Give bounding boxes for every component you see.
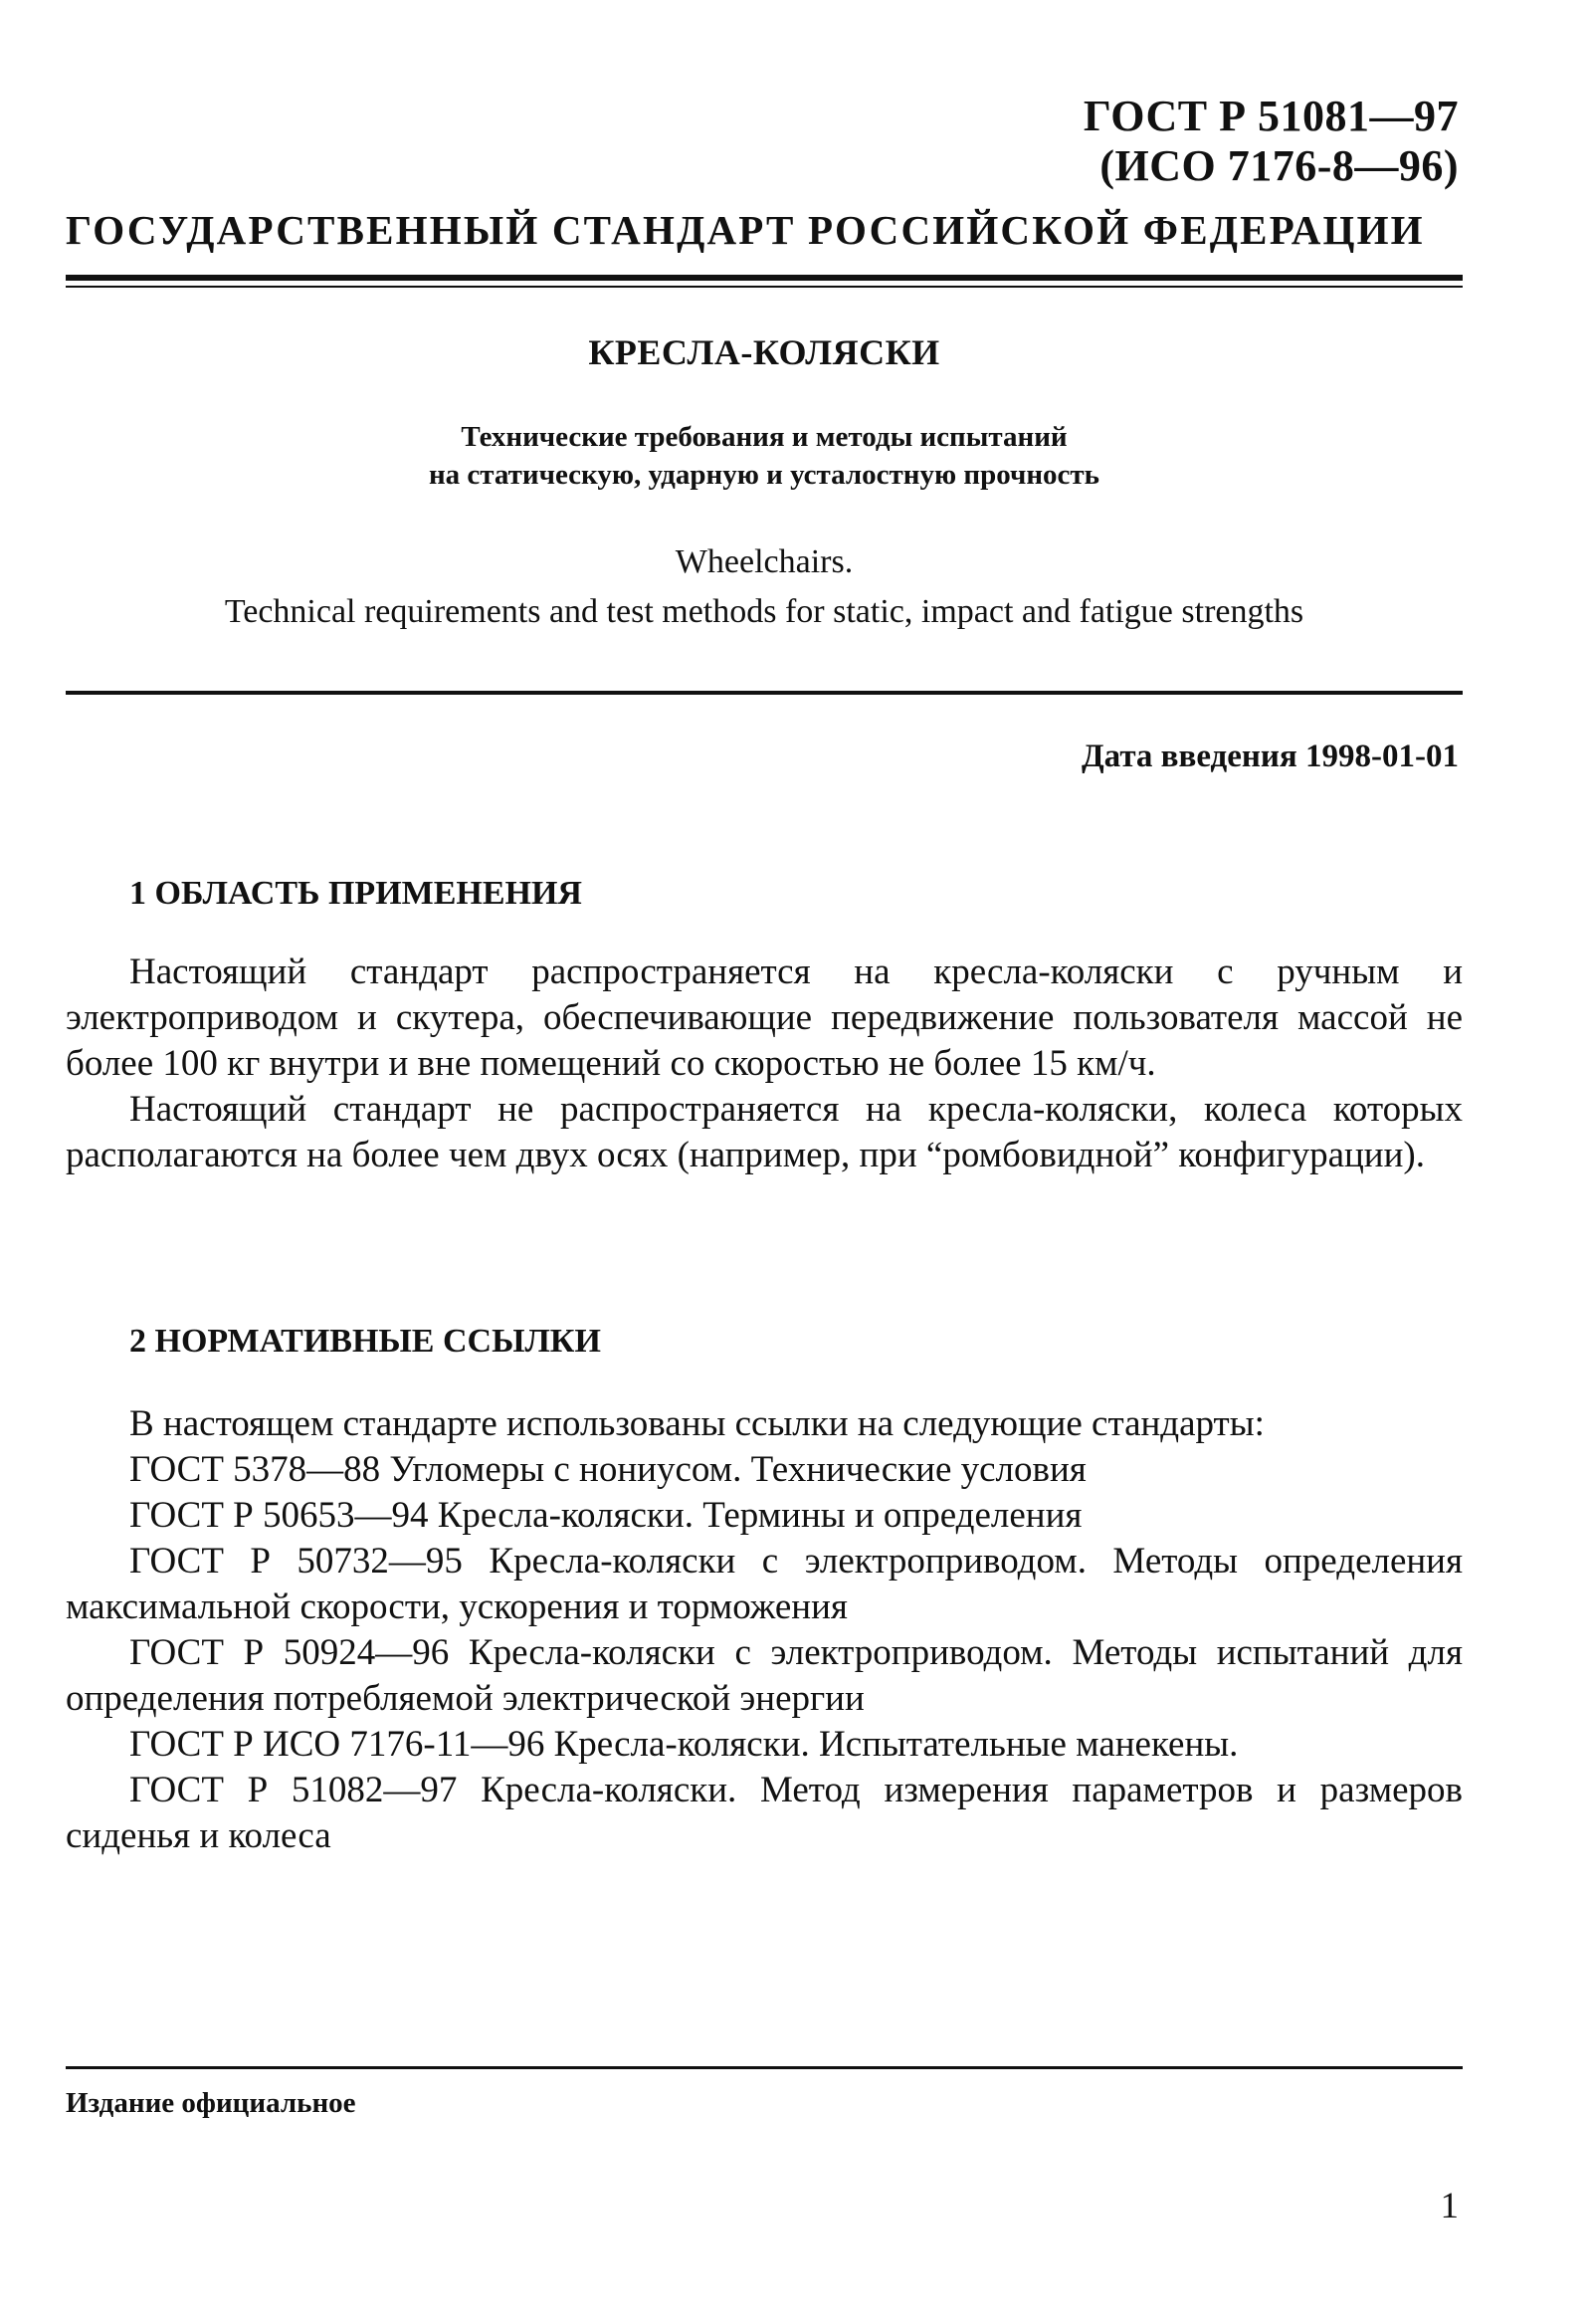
reference-item: ГОСТ Р 50653—94 Кресла-коляски. Термины и определения [129,1495,1083,1536]
reference-item: ГОСТ Р 51082—97 Кресла-коляски. Метод измерения параметров и размеров сиденья и колеса [66,1770,1463,1856]
english-title-line-2: Technical requirements and test methods for static, impact and fatigue strengths [224,593,1304,630]
reference-item: ГОСТ Р ИСО 7176-11—96 Кресла-коляски. Испытательные манекены. [129,1724,1239,1765]
reference-item: ГОСТ Р 50924—96 Кресла-коляски с электроприводом. Методы испытаний для определения потребляемой электрической энергии [66,1632,1463,1719]
footer-rule [66,2066,1463,2069]
reference-item: ГОСТ 5378—88 Угломеры с нониусом. Технические условия [129,1449,1087,1490]
section-2-body [66,1401,1463,1859]
section-1-body [66,950,1463,1178]
state-standard-heading: ГОСУДАРСТВЕННЫЙ СТАНДАРТ РОССИЙСКОЙ ФЕДЕРАЦИИ [66,207,1425,253]
header-rule-thick [66,275,1463,281]
reference-item: ГОСТ Р 50732—95 Кресла-коляски с электроприводом. Методы определения максимальной скорости, ускорения и торможения [66,1541,1463,1627]
section-1-heading: 1 ОБЛАСТЬ ПРИМЕНЕНИЯ [129,875,582,912]
subtitle-line-2: на статическую, ударную и усталостную прочность [428,459,1100,491]
page-number: 1 [1440,2186,1459,2226]
section-2-intro: В настоящем стандарте использованы ссылки на следующие стандарты: [129,1403,1265,1444]
english-title [66,537,1463,637]
section-1-paragraph-1: Настоящий стандарт распространяется на кресла-коляски с ручным и электроприводом и скутера, обеспечивающие передвижение пользователя массой не более 100 кг внутри и вне помещений со скоростью не более 15 км/ч. [66,951,1463,1084]
section-1-paragraph-2: Настоящий стандарт не распространяется на кресла-коляски, колеса которых располагаются на более чем двух осях (например, при “ромбовидной” конфигурации). [66,1089,1463,1175]
document-title: КРЕСЛА-КОЛЯСКИ [588,332,940,372]
standard-designation [1084,92,1459,191]
subtitle-line-1: Технические требования и методы испытаний [461,421,1068,453]
section-2-heading: 2 НОРМАТИВНЫЕ ССЫЛКИ [129,1323,601,1360]
designation-iso: (ИСО 7176-8—96) [1099,141,1459,190]
document-subtitle [66,418,1463,494]
title-rule [66,691,1463,695]
header-rule-thin [66,286,1463,288]
designation-gost: ГОСТ Р 51081—97 [1083,92,1459,140]
english-title-line-1: Wheelchairs. [675,543,854,580]
official-edition-label: Издание официальное [66,2087,356,2119]
date-of-introduction: Дата введения 1998-01-01 [1081,739,1459,774]
